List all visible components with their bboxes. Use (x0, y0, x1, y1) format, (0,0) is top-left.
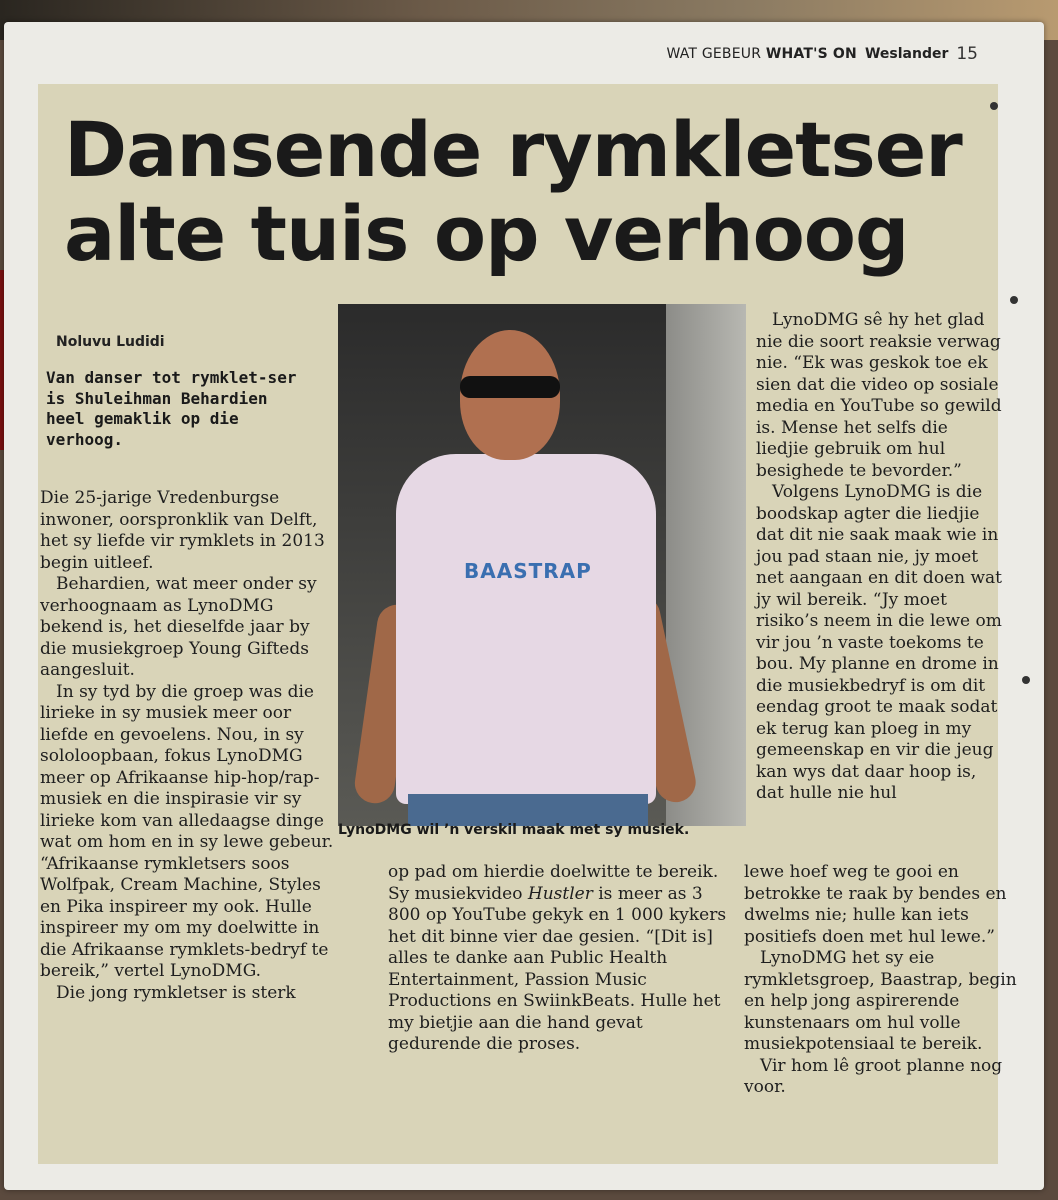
paragraph: lewe hoef weg te gooi en betrokke te raak by bendes en dwelms nie; hulle kan iets positiefs doen met hul lewe.” (744, 862, 1007, 947)
photo-shirt (396, 454, 656, 804)
paragraph (388, 862, 728, 1056)
paragraph: Volgens LynoDMG is die boodskap agter die liedjie dat dit nie saak maak wie in jou pad staan nie, jy moet net aangaan en dit doen wat jy wil bereik. “Jy moet risiko’s neem in die lewe om vir jou ’n vaste toekoms te bou. My planne en drome in die musiekbedryf is om dit eendag groot te maak sodat ek terug kan ploeg in my gemeenskap en vir die jeug kan wys dat daar hoop is, dat hulle nie hul (756, 482, 1002, 803)
column-2 (388, 862, 728, 1056)
column-1 (40, 488, 336, 1004)
text-run: op pad om hierdie doelwitte te bereik. Sy musiekvideo (388, 862, 719, 904)
margin-mark (1022, 676, 1030, 684)
byline: Noluvu Ludidi (56, 334, 165, 350)
photo-sunglasses (460, 376, 560, 398)
shirt-logo: BAASTRAP (464, 559, 592, 583)
intro-paragraph: Van danser tot rymklet-ser is Shuleihman Behardien heel gemaklik op die verhoog. (46, 368, 297, 449)
section-label-en: WHAT'S ON (765, 46, 857, 62)
text-run: is meer as 3 800 op YouTube gekyk en 1 000 kykers het dit binne vier dae gesien. “[Dit is] alles te danke aan Public Health Entertainment, Passion Music Productions en SwiinkBeats. Hulle het my bietjie aan die hand gevat gedurende die proses. (388, 883, 727, 1054)
column-3-top (756, 310, 1002, 805)
paragraph: Behardien, wat meer onder sy verhoognaam as LynoDMG bekend is, het dieselfde jaar by die musiekgroep Young Gifteds aangesluit. (40, 574, 317, 680)
column-3-bottom (744, 862, 1034, 1099)
paragraph: LynoDMG sê hy het glad nie die soort reaksie verwag nie. “Ek was geskok toe ek sien dat die video op sosiale media en YouTube so gewild is. Mense het selfs die liedjie gebruik om hul besighede te bevorder.” (756, 310, 1002, 481)
margin-mark (1010, 296, 1018, 304)
section-label-af: WAT GEBEUR (666, 46, 762, 62)
paragraph: In sy tyd by die groep was die lirieke in sy musiek meer oor liefde en gevoelens. Nou, in sy sololoopbaan, fokus LynoDMG meer op Afrikaanse hip-hop/rap-musiek en die inspirasie vir sy lirieke kom van alledaagse dinge wat om hom en in sy lewe gebeur. “Afrikaanse rymkletsers soos Wolfpak, Cream Machine, Styles en Pika inspireer my ook. Hulle inspireer my om my doelwitte in die Afrikaanse rymklets-bedryf te bereik,” vertel LynoDMG. (40, 681, 334, 981)
margin-mark (990, 102, 998, 110)
page-folio (666, 44, 978, 64)
publication-name: Weslander (864, 46, 949, 62)
portrait-photo (338, 304, 746, 826)
page-number: 15 (956, 44, 978, 64)
paragraph: Die jong rymkletser is sterk (56, 982, 296, 1003)
paragraph: Vir hom lê groot planne nog voor. (744, 1055, 1003, 1097)
paragraph: LynoDMG het sy eie rymkletsgroep, Baastrap, begin en help jong aspirerende kunstenaars om hul volle musiekpotensiaal te bereik. (744, 948, 1017, 1054)
photo-caption: LynoDMG wil ’n verskil maak met sy musiek. (338, 822, 690, 838)
video-title: Hustler (527, 883, 593, 904)
paragraph: Die 25-jarige Vredenburgse inwoner, oorspronklik van Delft, het sy liefde vir rymklets in 2013 begin uitleef. (40, 488, 325, 573)
section-label (666, 46, 856, 62)
headline: Dansende rymkletser alte tuis op verhoog (64, 105, 962, 278)
